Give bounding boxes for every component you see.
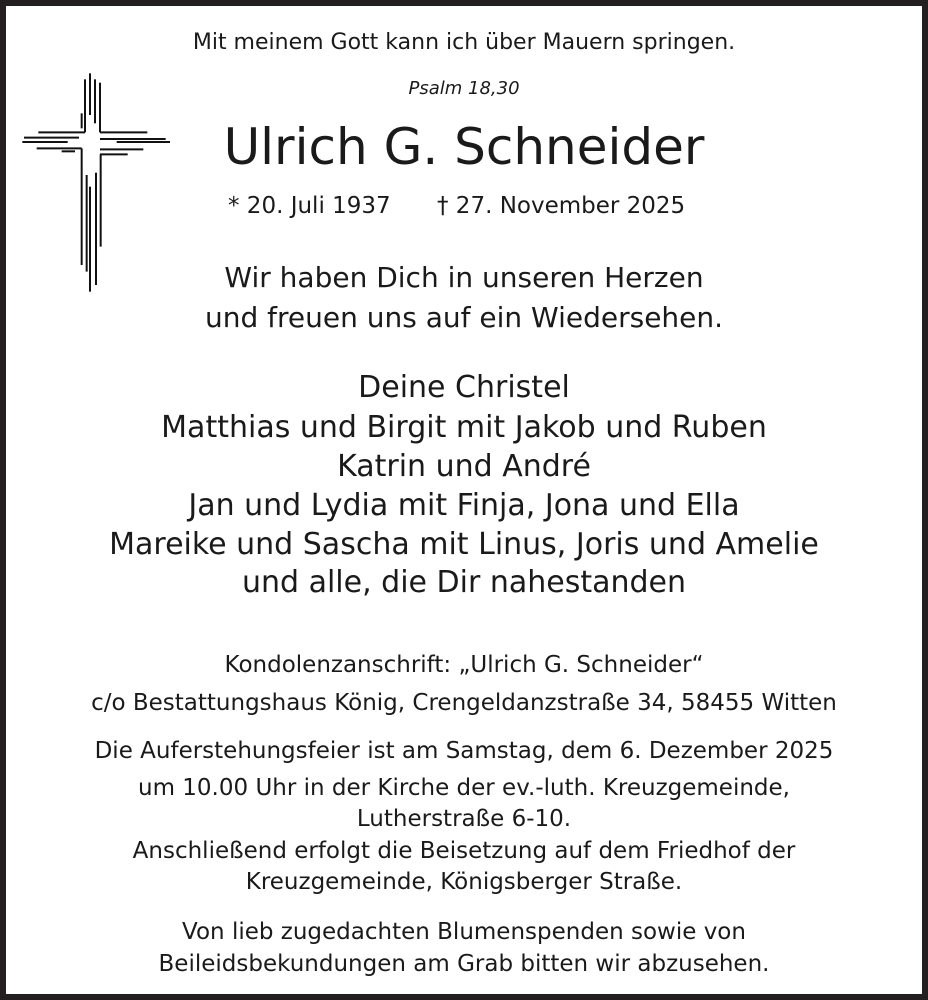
condolence-line: c/o Bestattungshaus König, Crengeldanzstraße 34, 58455 Witten: [91, 690, 837, 716]
closing-line: Von lieb zugedachten Blumenspenden sowie von: [182, 919, 746, 945]
deceased-name: Ulrich G. Schneider: [223, 118, 705, 176]
mourner-line: Mareike und Sascha mit Linus, Joris und Amelie: [109, 527, 819, 562]
birth-date: * 20. Juli 1937: [228, 193, 391, 219]
mourner-line: Katrin und André: [337, 449, 591, 484]
verse-line: und freuen uns auf ein Wiedersehen.: [204, 301, 724, 334]
mourner-line: Matthias und Birgit mit Jakob und Ruben: [161, 410, 767, 445]
motto-source: Psalm 18,30: [408, 78, 520, 99]
ceremony-line: um 10.00 Uhr in der Kirche der ev.-luth. Kreuzgemeinde,: [138, 775, 790, 801]
ceremony-line: Anschließend erfolgt die Beisetzung auf dem Friedhof der: [132, 838, 796, 864]
mourner-line: Deine Christel: [358, 370, 570, 405]
ceremony-line: Lutherstraße 6-10.: [356, 806, 572, 832]
death-date: † 27. November 2025: [437, 193, 686, 219]
ceremony-line: Die Auferstehungsfeier ist am Samstag, dem 6. Dezember 2025: [94, 738, 834, 764]
verse-line: Wir haben Dich in unseren Herzen: [224, 261, 704, 294]
closing-line: Beileidsbekundungen am Grab bitten wir abzusehen.: [158, 951, 770, 977]
motto: Mit meinem Gott kann ich über Mauern springen.: [192, 30, 736, 55]
ceremony-line: Kreuzgemeinde, Königsberger Straße.: [245, 869, 683, 895]
mourner-line: Jan und Lydia mit Finja, Jona und Ella: [188, 488, 740, 523]
condolence-line: Kondolenzanschrift: „Ulrich G. Schneider“: [224, 652, 704, 678]
mourner-line: und alle, die Dir nahestanden: [241, 565, 687, 600]
